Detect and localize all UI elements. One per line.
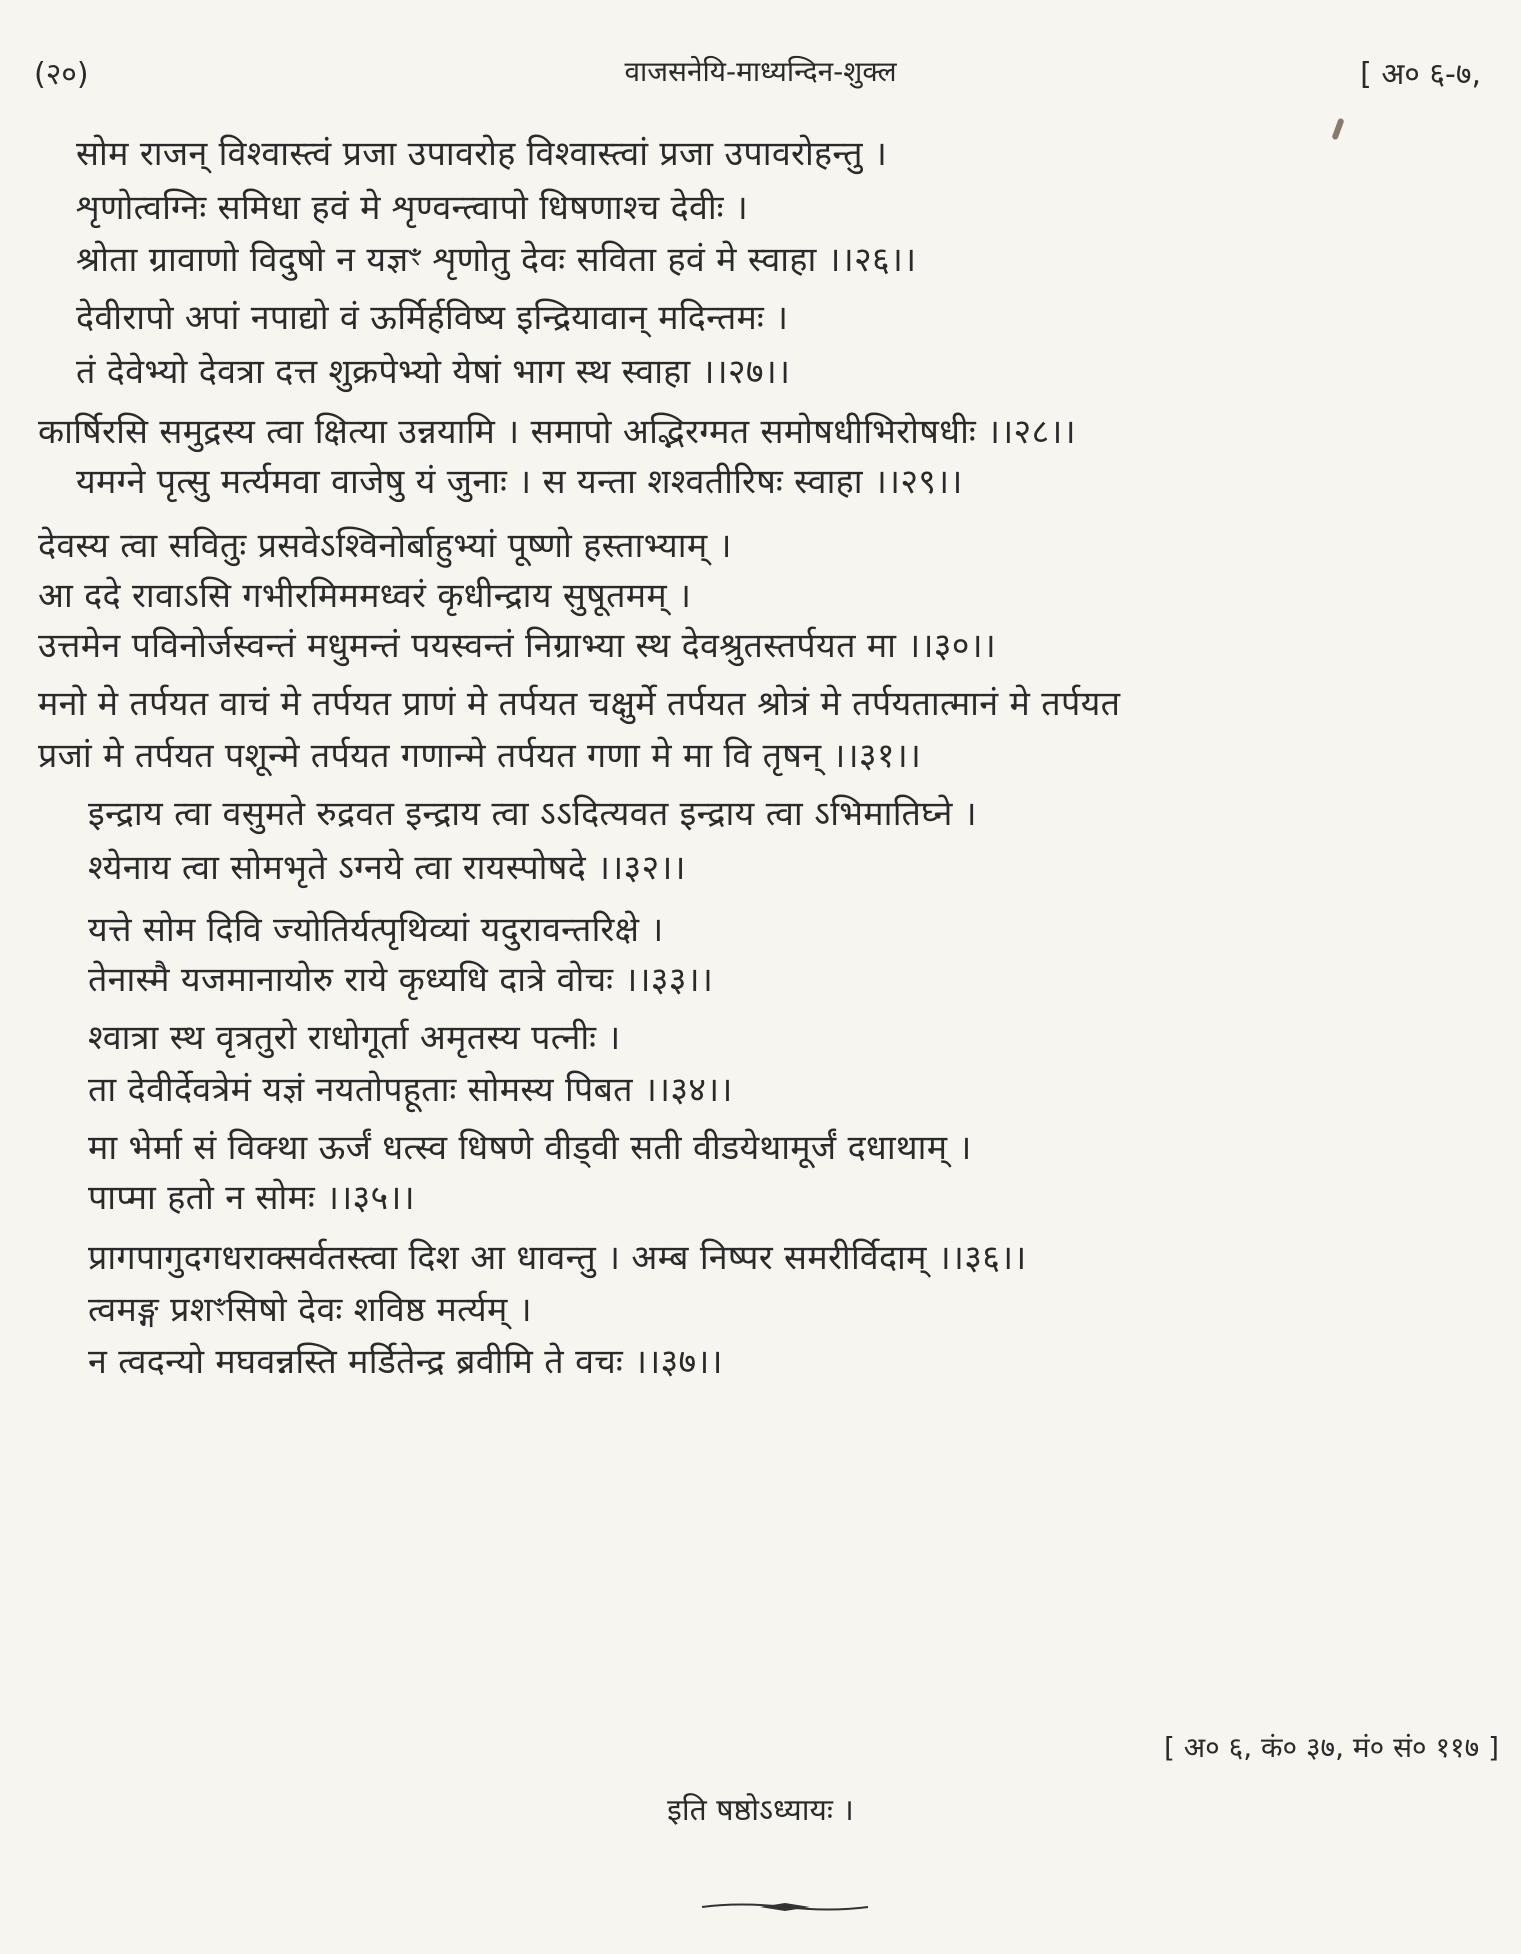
verse-line: देवीरापो अपां नपाद्यो वं ऊर्मिर्हविष्य इन्द्रियावान् मदिन्तमः । (76, 298, 789, 338)
verse-line: प्रागपागुदगधराक्सर्वतस्त्वा दिश आ धावन्तु । अम्ब निष्पर समरीर्विदाम् ।।३६।। (88, 1238, 1027, 1278)
verse-line: श्रोता ग्रावाणो विदुषो न यज्ञꣳ शृणोतु देवः सविता हवं मे स्वाहा ।।२६।। (76, 240, 917, 280)
running-title: वाजसनेयि-माध्यन्दिन-शुक्ल (624, 55, 897, 88)
chapter-end: इति षष्ठोऽध्यायः । (667, 1793, 854, 1828)
paper-speck (1331, 118, 1344, 141)
verse-line: श्वात्रा स्थ वृत्रतुरो राधोगूर्ता अमृतस्य पत्नीः । (88, 1018, 621, 1058)
verse-line: इन्द्राय त्वा वसुमते रुद्रवत इन्द्राय त्वा ऽऽदित्यवत इन्द्राय त्वा ऽभिमातिघ्ने । (88, 794, 977, 834)
page-number: (२०) (34, 57, 89, 92)
verse-line: आ ददे रावाऽसि गभीरमिममध्वरं कृधीन्द्राय सुषूतमम् । (38, 576, 692, 616)
verse-line: यत्ते सोम दिवि ज्योतिर्यत्पृथिव्यां यदुरावन्तरिक्षे । (88, 910, 664, 950)
verse-line: त्वमङ्ग प्रशꣳसिषो देवः शविष्ठ मर्त्यम् । (88, 1290, 532, 1330)
verse-line: पाप्मा हतो न सोमः ।।३५।। (88, 1178, 415, 1218)
verse-line: मनो मे तर्पयत वाचं मे तर्पयत प्राणं मे तर्पयत चक्षुर्मे तर्पयत श्रोत्रं मे तर्पयतात्मानं मे तर्पयत (38, 684, 1121, 724)
ornament-divider (700, 1900, 870, 1914)
verse-line: शृणोत्वग्निः समिधा हवं मे शृण्वन्त्वापो धिषणाश्च देवीः । (76, 188, 749, 228)
verse-line: प्रजां मे तर्पयत पशून्मे तर्पयत गणान्मे तर्पयत गणा मे मा वि तृषन् ।।३१।। (38, 736, 922, 776)
verse-line: तं देवेभ्यो देवत्रा दत्त शुक्रपेभ्यो येषां भाग स्थ स्वाहा ।।२७।। (76, 352, 791, 392)
verse-line: तेनास्मै यजमानायोरु राये कृध्यधि दात्रे वोचः ।।३३।। (88, 960, 714, 1000)
verse-line: कार्षिरसि समुद्रस्य त्वा क्षित्या उन्नयामि । समापो अद्भिरग्मत समोषधीभिरोषधीः ।।२८।। (38, 412, 1076, 452)
verse-line: ता देवीर्देवत्रेमं यज्ञं नयतोपहूताः सोमस्य पिबत ।।३४।। (88, 1070, 733, 1110)
verse-line: उत्तमेन पविनोर्जस्वन्तं मधुमन्तं पयस्वन्तं निग्राभ्या स्थ देवश्रुतस्तर्पयत मा ।।३०।। (38, 626, 997, 666)
verse-line: मा भेर्मा सं विक्था ऊर्जं धत्स्व धिषणे वीड्वी सती वीडयेथामूर्जं दधाथाम् । (88, 1128, 972, 1168)
chapter-reference: [ अ० ६-७, (1360, 57, 1481, 92)
footer-reference: [ अ० ६, कं० ३७, मं० सं० ११७ ] (1163, 1731, 1499, 1764)
verse-line: न त्वदन्यो मघवन्नस्ति मर्डितेन्द्र ब्रवीमि ते वचः ।।३७।। (88, 1342, 723, 1382)
verse-line: यमग्ने पृत्सु मर्त्यमवा वाजेषु यं जुनाः । स यन्ता शश्वतीरिषः स्वाहा ।।२९।। (76, 462, 963, 502)
verse-line: देवस्य त्वा सवितुः प्रसवेऽश्विनोर्बाहुभ्यां पूष्णो हस्ताभ्याम् । (38, 526, 732, 566)
verse-line: श्येनाय त्वा सोमभृते ऽग्नये त्वा रायस्पोषदे ।।३२।। (88, 848, 686, 888)
verse-line: सोम राजन् विश्वास्त्वं प्रजा उपावरोह विश्वास्त्वां प्रजा उपावरोहन्तु । (76, 134, 888, 174)
